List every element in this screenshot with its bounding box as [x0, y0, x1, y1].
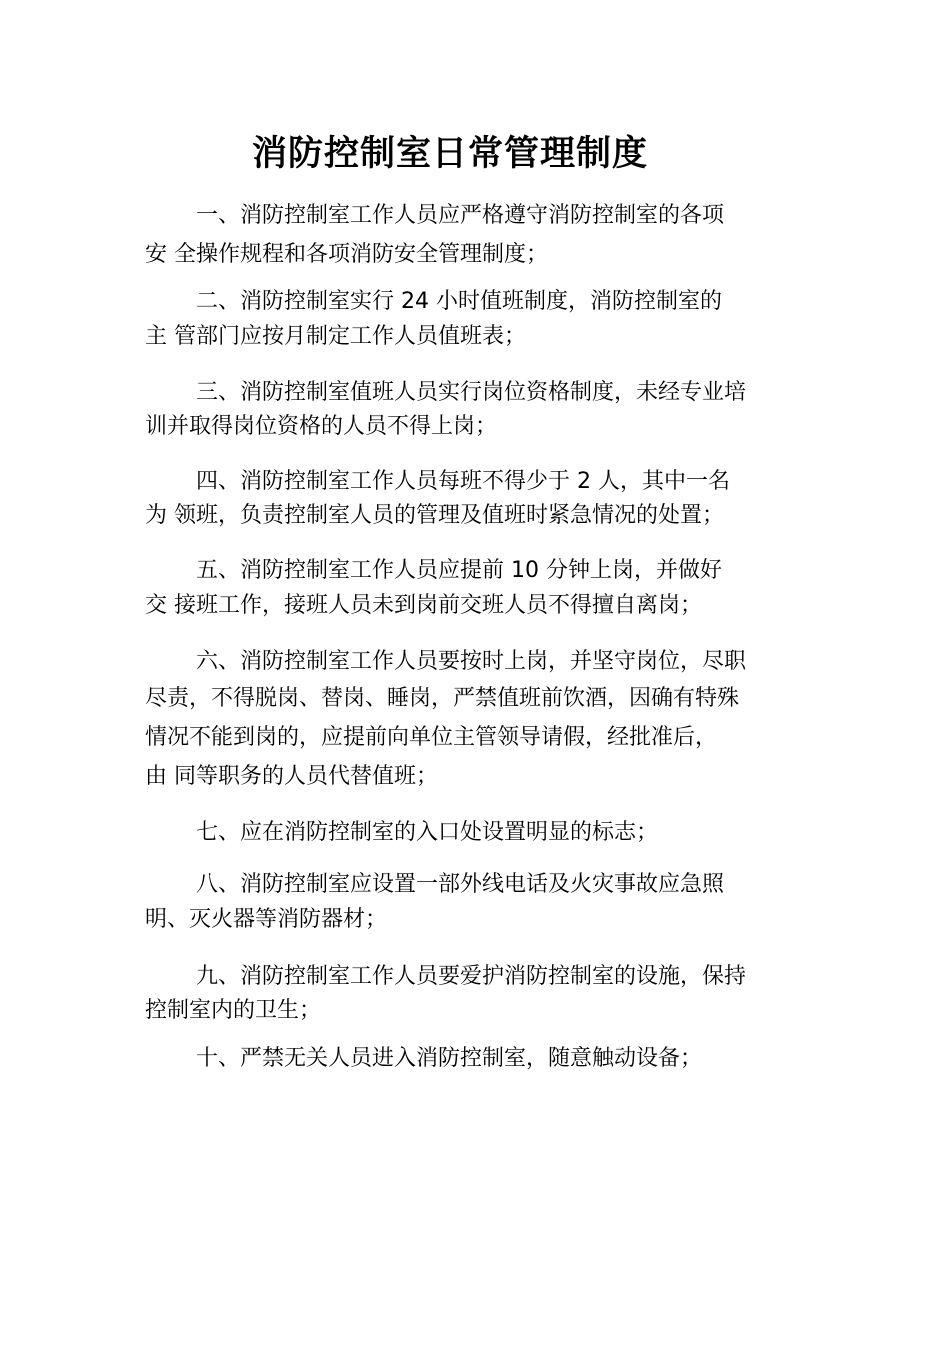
rule-2-line-2: 主 管部门应按月制定工作人员值班表； [145, 324, 526, 349]
rule-5-line-1: 五、消防控制室工作人员应提前 10 分钟上岗，并做好 [196, 558, 722, 583]
rule-4-line-1: 四、消防控制室工作人员每班不得少于 2 人，其中一名 [196, 469, 730, 494]
rule-6-line-3: 情况不能到岗的，应提前向单位主管领导请假，经批准后， [145, 725, 718, 750]
rule-6-line-1: 六、消防控制室工作人员要按时上岗，并坚守岗位，尽职 [196, 649, 747, 674]
rule-3-line-2: 训并取得岗位资格的人员不得上岗； [145, 414, 498, 439]
rule-7-line-1: 七、应在消防控制室的入口处设置明显的标志； [196, 820, 659, 845]
rule-9-line-2: 控制室内的卫生； [145, 998, 322, 1023]
rule-9-line-1: 九、消防控制室工作人员要爱护消防控制室的设施，保持 [196, 964, 747, 989]
rule-10-line-1: 十、严禁无关人员进入消防控制室，随意触动设备； [196, 1046, 703, 1071]
rule-5-line-2: 交 接班工作，接班人员未到岗前交班人员不得擅自离岗； [145, 593, 702, 618]
rule-4-line-2: 为 领班，负责控制室人员的管理及值班时紧急情况的处置； [145, 503, 724, 528]
rule-2-line-1: 二、消防控制室实行 24 小时值班制度，消防控制室的 [196, 289, 722, 314]
rule-6-line-2: 尽责，不得脱岗、替岗、睡岗，严禁值班前饮酒，因确有特殊 [145, 686, 740, 711]
rule-8-line-2: 明、灭火器等消防器材； [145, 907, 388, 932]
document-title: 消防控制室日常管理制度 [251, 134, 648, 174]
rule-1-line-2: 安 全操作规程和各项消防安全管理制度； [145, 242, 548, 267]
rule-3-line-1: 三、消防控制室值班人员实行岗位资格制度，未经专业培 [196, 380, 747, 405]
rule-8-line-1: 八、消防控制室应设置一部外线电话及火灾事故应急照 [196, 872, 725, 897]
rule-1-line-1: 一、消防控制室工作人员应严格遵守消防控制室的各项 [196, 203, 725, 228]
rule-6-line-4: 由 同等职务的人员代替值班； [145, 764, 438, 789]
